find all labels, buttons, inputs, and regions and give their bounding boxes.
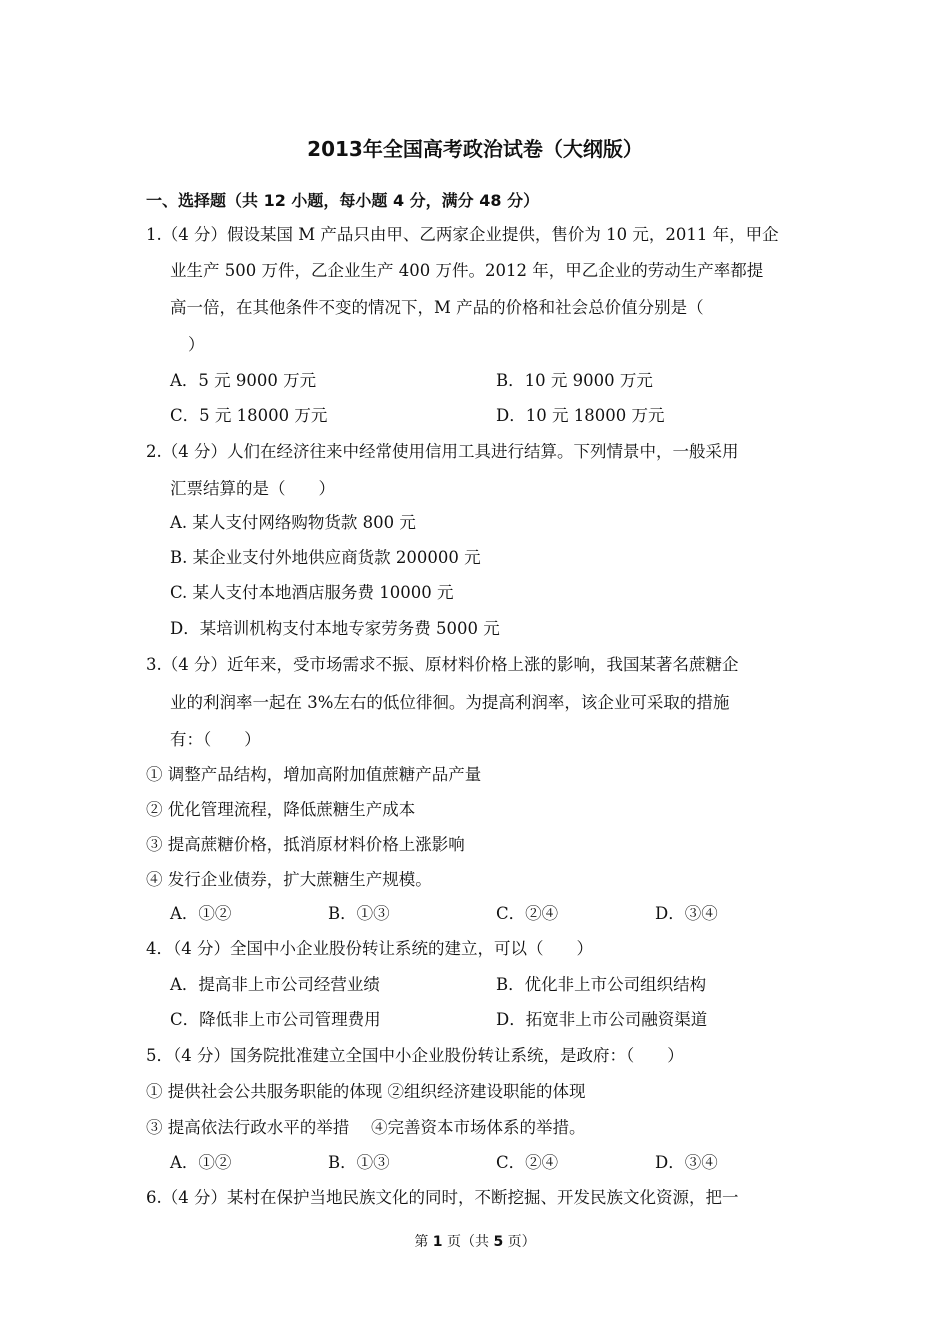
question-2-option-b[interactable]: B. 某企业支付外地供应商货款 200000 元	[170, 548, 481, 567]
question-4-option-c[interactable]: C．降低非上市公司管理费用	[170, 1010, 381, 1029]
question-5-option-c[interactable]: C．②④	[496, 1153, 559, 1172]
question-5-item: ① 提供社会公共服务职能的体现 ②组织经济建设职能的体现	[146, 1082, 586, 1101]
question-3-option-d[interactable]: D．③④	[655, 904, 718, 923]
question-3-item: ① 调整产品结构，增加高附加值蔗糖产品产量	[146, 765, 482, 784]
question-5-line: 5．（4 分）国务院批准建立全国中小企业股份转让系统，是政府：（ ）	[146, 1046, 684, 1065]
question-4-option-b[interactable]: B．优化非上市公司组织结构	[496, 975, 707, 994]
footer-prefix: 第	[414, 1234, 433, 1250]
question-3-line: 有：（ ）	[170, 730, 261, 749]
question-1-line: ）	[188, 335, 205, 354]
question-1-option-c[interactable]: C．5 元 18000 万元	[170, 406, 328, 425]
question-4-option-a[interactable]: A．提高非上市公司经营业绩	[170, 975, 380, 994]
footer-middle: 页（共	[442, 1234, 494, 1250]
question-2-option-d[interactable]: D．某培训机构支付本地专家劳务费 5000 元	[170, 619, 500, 638]
footer-suffix: 页）	[503, 1234, 536, 1250]
question-3-item: ② 优化管理流程，降低蔗糖生产成本	[146, 800, 416, 819]
question-3-item: ④ 发行企业债券，扩大蔗糖生产规模。	[146, 870, 432, 889]
footer-page-number: 1	[432, 1234, 443, 1250]
question-4-line: 4．（4 分）全国中小企业股份转让系统的建立，可以（ ）	[146, 939, 593, 958]
question-1-line: 高一倍，在其他条件不变的情况下，M 产品的价格和社会总价值分别是（	[170, 298, 704, 317]
footer-total-pages: 5	[493, 1234, 504, 1250]
page-title: 2013年全国高考政治试卷（大纲版）	[307, 137, 643, 161]
question-3-line: 3.（4 分）近年来，受市场需求不振、原材料价格上涨的影响，我国某著名蔗糖企	[146, 655, 739, 674]
question-5-item: ③ 提高依法行政水平的举措 ④完善资本市场体系的举措。	[146, 1118, 586, 1137]
question-1-option-b[interactable]: B．10 元 9000 万元	[496, 371, 653, 390]
page-footer	[0, 1231, 950, 1251]
question-4-option-d[interactable]: D．拓宽非上市公司融资渠道	[496, 1010, 708, 1029]
question-3-option-c[interactable]: C．②④	[496, 904, 559, 923]
question-3-item: ③ 提高蔗糖价格，抵消原材料价格上涨影响	[146, 835, 465, 854]
question-3-line: 业的利润率一起在 3%左右的低位徘徊。为提高利润率，该企业可采取的措施	[170, 693, 730, 712]
question-1-line: 业生产 500 万件，乙企业生产 400 万件。2012 年，甲乙企业的劳动生产率都提	[170, 261, 764, 280]
question-2-line: 汇票结算的是（ ）	[170, 479, 335, 498]
question-2-option-c[interactable]: C. 某人支付本地酒店服务费 10000 元	[170, 583, 454, 602]
question-3-option-b[interactable]: B．①③	[328, 904, 390, 923]
question-1-line: 1.（4 分）假设某国 M 产品只由甲、乙两家企业提供，售价为 10 元，2011 年，甲企	[146, 225, 779, 244]
section-heading: 一、选择题（共 12 小题，每小题 4 分，满分 48 分）	[146, 191, 540, 210]
question-2-line: 2.（4 分）人们在经济往来中经常使用信用工具进行结算。下列情景中，一般采用	[146, 442, 739, 461]
question-5-option-b[interactable]: B．①③	[328, 1153, 390, 1172]
question-2-option-a[interactable]: A. 某人支付网络购物货款 800 元	[170, 513, 416, 532]
question-3-option-a[interactable]: A．①②	[170, 904, 232, 923]
question-1-option-a[interactable]: A．5 元 9000 万元	[170, 371, 317, 390]
question-1-option-d[interactable]: D．10 元 18000 万元	[496, 406, 665, 425]
question-6-line: 6.（4 分）某村在保护当地民族文化的同时，不断挖掘、开发民族文化资源，把一	[146, 1188, 739, 1207]
question-5-option-a[interactable]: A．①②	[170, 1153, 232, 1172]
question-5-option-d[interactable]: D．③④	[655, 1153, 718, 1172]
